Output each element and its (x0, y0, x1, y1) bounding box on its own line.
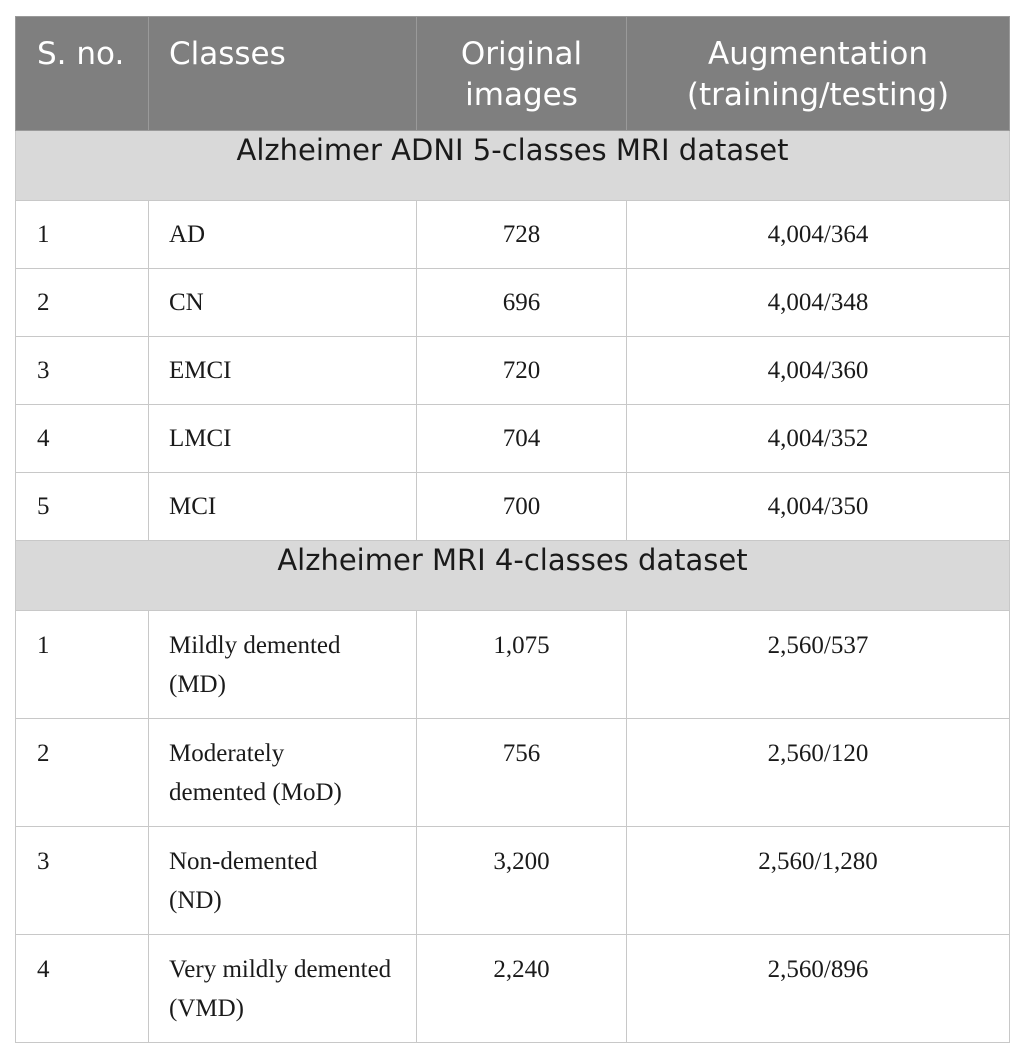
class-cell: LMCI (149, 405, 417, 473)
sno-cell: 2 (16, 719, 149, 827)
original-cell: 728 (417, 201, 627, 269)
original-cell: 700 (417, 473, 627, 541)
section-title: Alzheimer MRI 4-classes dataset (16, 541, 1010, 611)
augmentation-cell: 4,004/352 (627, 405, 1010, 473)
class-cell: MCI (149, 473, 417, 541)
augmentation-cell: 4,004/348 (627, 269, 1010, 337)
table-row (16, 827, 1010, 935)
class-cell: CN (149, 269, 417, 337)
augmentation-cell: 2,560/1,280 (627, 827, 1010, 935)
sno-cell: 3 (16, 337, 149, 405)
sno-cell: 1 (16, 201, 149, 269)
sno-cell: 1 (16, 611, 149, 719)
augmentation-cell: 4,004/360 (627, 337, 1010, 405)
header-augmentation: Augmentation (training/testing) (627, 17, 1010, 131)
section-row (16, 131, 1010, 201)
sno-cell: 3 (16, 827, 149, 935)
sno-cell: 2 (16, 269, 149, 337)
augmentation-cell: 2,560/120 (627, 719, 1010, 827)
augmentation-cell: 2,560/896 (627, 935, 1010, 1043)
table-row (16, 473, 1010, 541)
table-row (16, 405, 1010, 473)
header-row (16, 17, 1010, 131)
section-title: Alzheimer ADNI 5-classes MRI dataset (16, 131, 1010, 201)
table-row (16, 337, 1010, 405)
section-row (16, 541, 1010, 611)
original-cell: 704 (417, 405, 627, 473)
class-cell: Non-demented (ND) (149, 827, 417, 935)
sno-cell: 4 (16, 405, 149, 473)
original-cell: 2,240 (417, 935, 627, 1043)
sno-cell: 4 (16, 935, 149, 1043)
class-cell: Very mildly demented (VMD) (149, 935, 417, 1043)
augmentation-cell: 2,560/537 (627, 611, 1010, 719)
class-cell: AD (149, 201, 417, 269)
augmentation-cell: 4,004/364 (627, 201, 1010, 269)
table-row (16, 611, 1010, 719)
class-cell: Mildly demented (MD) (149, 611, 417, 719)
original-cell: 720 (417, 337, 627, 405)
class-cell: EMCI (149, 337, 417, 405)
class-cell: Moderately demented (MoD) (149, 719, 417, 827)
header-original-images: Original images (417, 17, 627, 131)
header-classes: Classes (149, 17, 417, 131)
sno-cell: 5 (16, 473, 149, 541)
data-table (15, 16, 1010, 1043)
header-sno: S. no. (16, 17, 149, 131)
original-cell: 696 (417, 269, 627, 337)
table-row (16, 269, 1010, 337)
original-cell: 756 (417, 719, 627, 827)
table-row (16, 201, 1010, 269)
original-cell: 1,075 (417, 611, 627, 719)
original-cell: 3,200 (417, 827, 627, 935)
table-row (16, 935, 1010, 1043)
augmentation-cell: 4,004/350 (627, 473, 1010, 541)
table-row (16, 719, 1010, 827)
